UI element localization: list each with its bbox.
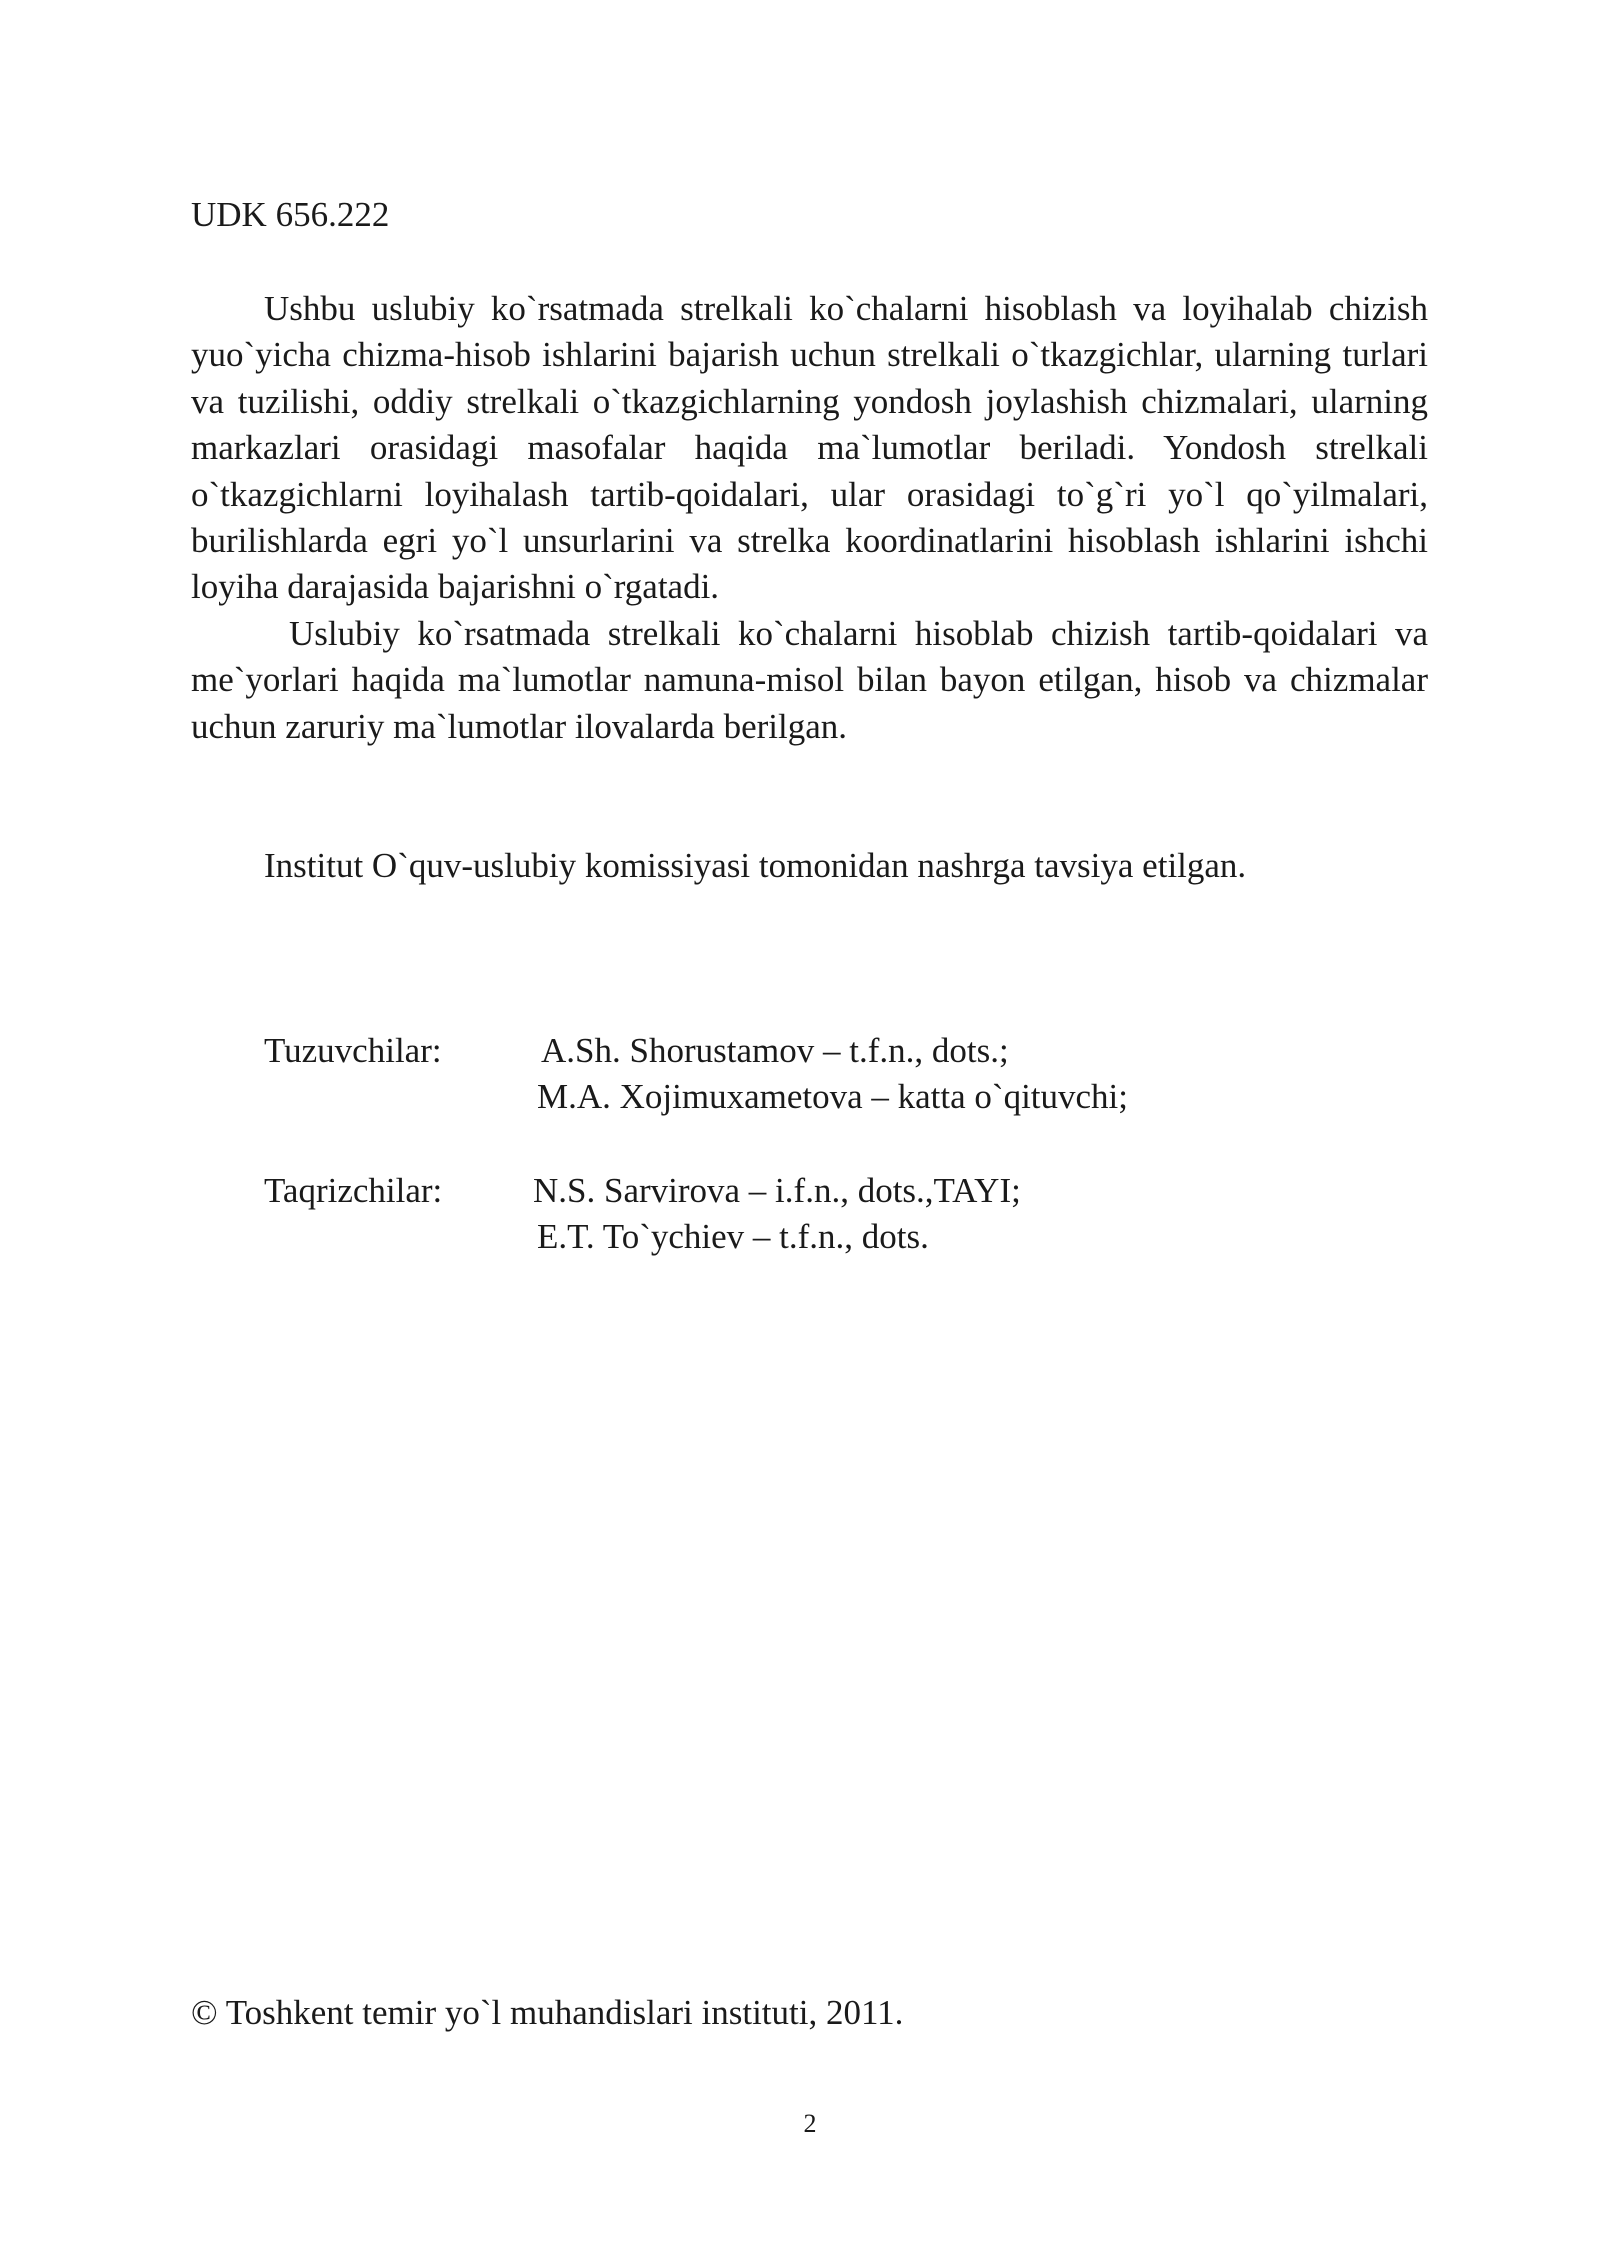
copyright-line: © Toshkent temir yo`l muhandislari instituti, 2011. [191,1993,904,2032]
compilers-row [264,1028,1128,1121]
page-number: 2 [803,2109,817,2138]
reviewers-names [533,1168,1021,1261]
authors-block [264,1028,1128,1261]
udk-code: UDK 656.222 [191,195,390,234]
compilers-names [537,1028,1128,1121]
reviewer-name: E.T. To`ychiev – t.f.n., dots. [537,1217,929,1257]
abstract-paragraph: Ushbu uslubiy ko`rsatmada strelkali ko`chalarni hisoblash va loyihalab chizish yuo`yicha chizma-hisob ishlarini bajarish uchun strelkali o`tkazgichlar, ularning turlari va tuzilishi, oddiy strelkali o`tkazgichlarning yondosh joylashish chizmalari, ularning markazlari orasidagi masofalar haqida ma`lumotlar beriladi. Yondosh strelkali o`tkazgichlarni loyihalash tartib-qoidalari, ular orasidagi to`g`ri yo`l qo`yilmalari, burilishlarda egri yo`l unsurlarini va strelka koordinatlarini hisoblash ishlarini ishchi loyiha darajasida bajarishni o`rgatadi. [191,289,1428,607]
reviewer-name: N.S. Sarvirova – i.f.n., dots.,TAYI; [533,1170,1021,1210]
abstract [191,286,1428,750]
compiler-name: A.Sh. Shorustamov – t.f.n., dots.; [541,1031,1009,1070]
abstract-paragraph: Uslubiy ko`rsatmada strelkali ko`chalarni hisoblab chizish tartib-qoidalari va me`yorlari haqida ma`lumotlar namuna-misol bilan bayon etilgan, hisob va chizmalar uchun zaruriy ma`lumotlar ilovalarda berilgan. [191,613,1428,746]
reviewers-label: Taqrizchilar: [264,1170,443,1210]
compilers-label: Tuzuvchilar: [264,1031,442,1070]
recommendation-note: Institut O`quv-uslubiy komissiyasi tomonidan nashrga tavsiya etilgan. [264,846,1247,885]
compiler-name: M.A. Xojimuxametova – katta o`qituvchi; [537,1077,1129,1117]
reviewers-row [264,1168,1128,1261]
